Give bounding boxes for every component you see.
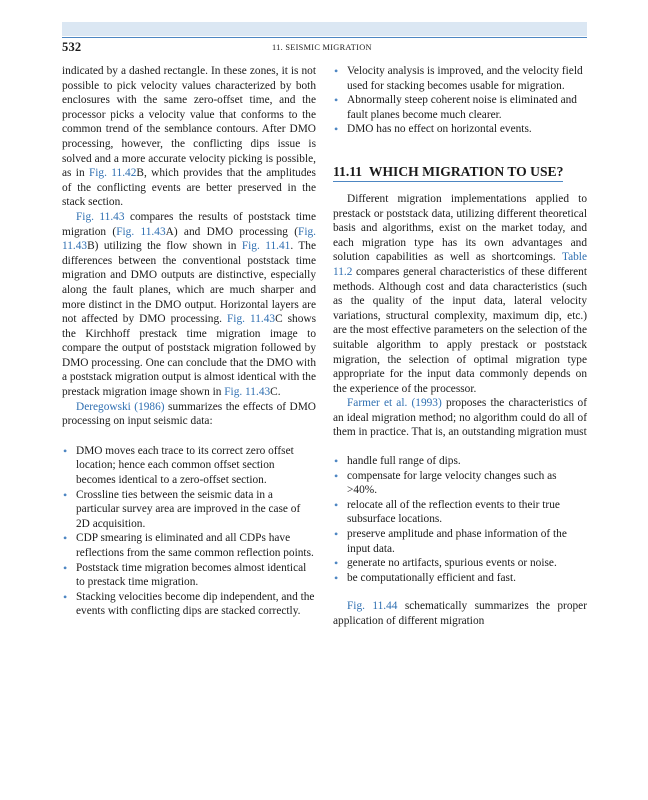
running-title: 11. SEISMIC MIGRATION — [272, 43, 372, 52]
list-item: • Crossline ties between the seismic data in a particular survey area are improved in the case of 2D acquisition. — [63, 487, 301, 530]
paragraph: Deregowski (1986) summarizes the effects of DMO processing on input seismic data: — [62, 400, 316, 428]
figure-link[interactable]: Fig. 11.43 — [224, 386, 271, 399]
bullet-icon: • — [63, 531, 68, 546]
dmo-effects-list-continued — [333, 64, 587, 137]
page-number: 532 — [62, 40, 82, 54]
bullet-icon: • — [334, 454, 339, 469]
paragraph: Fig. 11.43 compares the results of poststack time migration (Fig. 11.43A) and DMO processing (Fig. 11.43B) utilizing the flow shown in Fig. 11.41. The differences between the conventional poststack time migration and DMO outputs are distinctive, especially along the fault planes, which are much sharper and more distinct in the DMO output. Horizontal layers are not affected by DMO processing. Fig. 11.43C shows the Kirchhoff prestack time migration image to compare the output of poststack migration followed by DMO processing. One can conclude that the DMO with a poststack migration output is almost identical with the prestack migration image shown in Fig. 11.43C. — [62, 210, 316, 399]
bullet-icon: • — [334, 527, 339, 542]
figure-link[interactable]: Fig. 11.43 — [226, 313, 276, 326]
bullet-icon: • — [334, 64, 339, 78]
list-item: • compensate for large velocity changes such as >40%. — [334, 468, 557, 497]
section-number: 11.11 — [333, 163, 363, 179]
figure-link[interactable]: Fig. 11.41 — [241, 240, 291, 253]
ideal-migration-list — [333, 454, 587, 585]
paragraph: Fig. 11.44 schematically summarizes the proper application of different migration — [333, 600, 587, 627]
list-item: • generate no artifacts, spurious events or noise. — [334, 556, 557, 571]
paragraph: indicated by a dashed rectangle. In these zones, it is not possible to pick velocity values characterized by both enclosures with the same zero-offset time, and the processor picks a velocity value that conforms to the common trend of the semblance contours. After DMO processing, however, the conflicting dips issue is solved and a more accurate velocity picking is possible, as in Fig. 11.42B, which provides that the amplitudes of the conflicting events are better preserved in the stack section. — [62, 65, 316, 209]
figure-link[interactable]: Fig. 11.44 — [347, 600, 398, 613]
bullet-icon: • — [63, 487, 68, 502]
section-title: WHICH MIGRATION TO USE? — [368, 163, 564, 179]
bullet-icon: • — [334, 468, 339, 483]
list-item: • preserve amplitude and phase information of the input data. — [334, 527, 567, 555]
bullet-icon: • — [63, 560, 68, 575]
section-heading — [333, 163, 587, 182]
figure-link[interactable]: Fig. 11.43 — [76, 210, 125, 223]
citation-link[interactable]: Farmer et al. (1993) — [347, 397, 442, 410]
paragraph: Different migration implementations applied to prestack or poststack data, utilizing different theoretical basis and algorithms, exist on the market today, and each migration type has its own advantages and solution capabilities as well as shortcomings. Table 11.2 compares general characteristics of these different methods. Although cost and data characteristics (such as the quality of the input data, lateral velocity variations, structural complexity, maximum dip, etc.) are the most effective parameters on the selection of the suitable algorithm to apply prestack or poststack migration, the selection of optimal migration type appropriate for the input data commonly depends on the experience of the processor. — [333, 192, 587, 395]
left-column — [62, 64, 316, 619]
dmo-effects-list — [62, 444, 316, 619]
list-item: • be computationally efficient and fast. — [334, 570, 516, 585]
header-band — [62, 22, 587, 36]
list-item: • Poststack time migration becomes almost identical to prestack time migration. — [63, 560, 307, 589]
bullet-icon: • — [334, 497, 339, 512]
citation-link[interactable]: Deregowski (1986) — [76, 400, 165, 413]
paragraph: Farmer et al. (1993) proposes the characteristics of an ideal migration method; no algorithm could do all of them in practice. That is, an outstanding migration must — [333, 397, 588, 439]
figure-link[interactable]: Fig. 11.42 — [88, 167, 137, 180]
list-item: • CDP smearing is eliminated and all CDPs have reflections from the same common reflection points. — [63, 531, 314, 559]
list-item: • DMO moves each trace to its correct zero offset location; hence each common offset section becomes identical to a zero-offset section. — [63, 443, 294, 487]
table-link[interactable]: Table 11.2 — [333, 251, 587, 278]
bullet-icon: • — [334, 570, 339, 585]
figure-link[interactable]: Fig. 11.43 — [116, 225, 166, 238]
bullet-icon: • — [63, 443, 68, 458]
list-item: • DMO has no effect on horizontal events. — [334, 122, 532, 137]
bullet-icon: • — [63, 589, 68, 604]
list-item: • Stacking velocities become dip independent, and the events with conflicting dips are stacked correctly. — [63, 589, 315, 618]
header-rule — [62, 37, 587, 38]
list-item: • Abnormally steep coherent noise is eliminated and fault planes become much clearer. — [334, 93, 577, 121]
list-item: • Velocity analysis is improved, and the velocity field used for stacking becomes usable for migration. — [334, 64, 583, 92]
right-column — [333, 64, 587, 629]
list-item: • handle full range of dips. — [334, 454, 461, 469]
list-item: • relocate all of the reflection events to their true subsurface locations. — [334, 497, 560, 526]
bullet-icon: • — [334, 556, 339, 571]
bullet-icon: • — [334, 122, 339, 137]
bullet-icon: • — [334, 93, 339, 108]
figure-link[interactable]: Fig. 11.43 — [62, 225, 316, 253]
